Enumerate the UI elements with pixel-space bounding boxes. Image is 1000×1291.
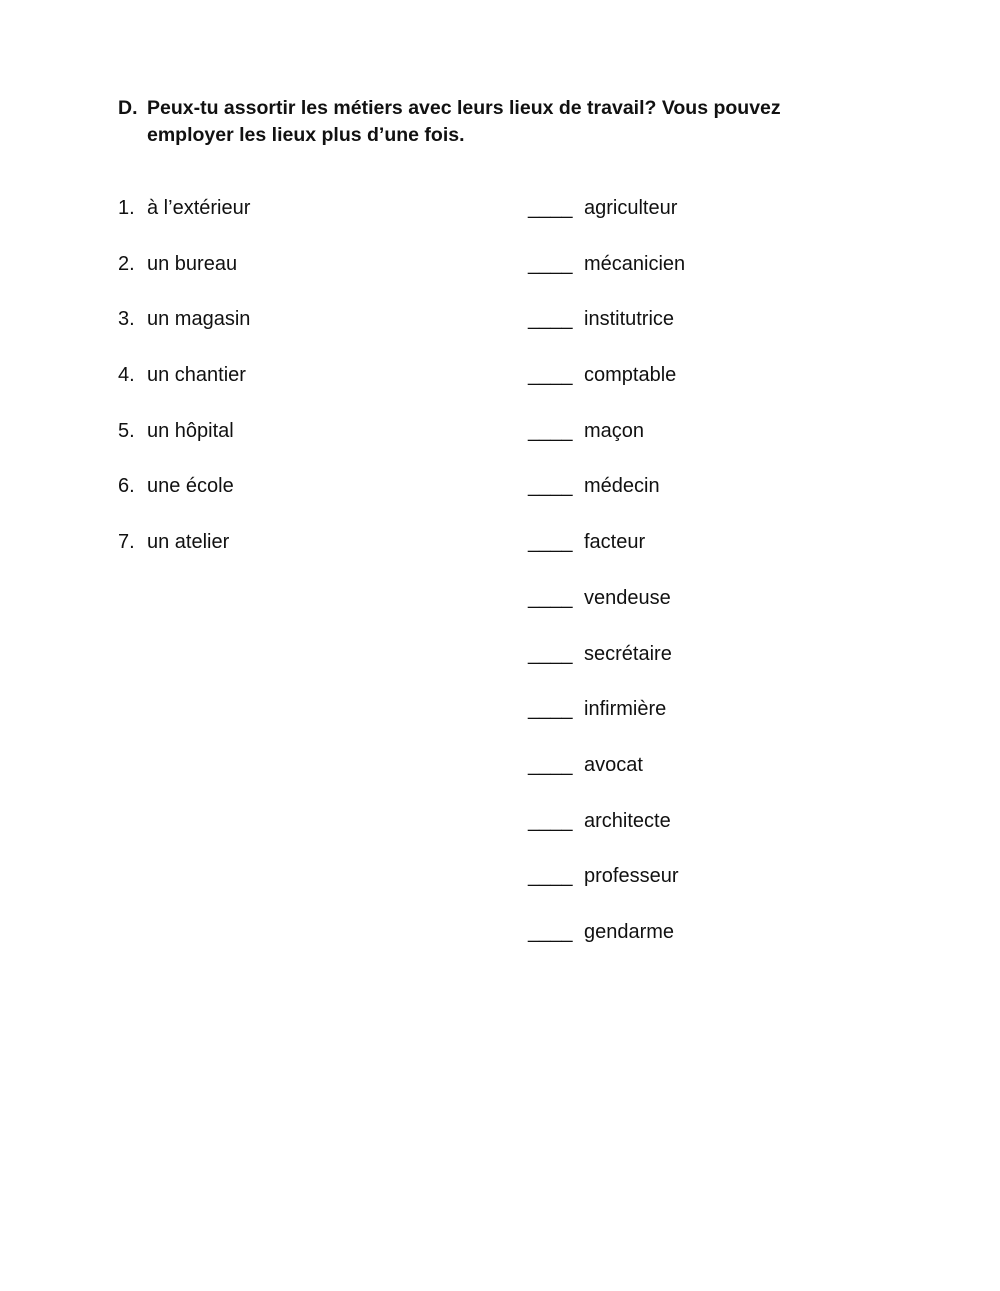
place-label: un magasin: [147, 308, 251, 331]
job-item: [528, 306, 685, 362]
job-label: mécanicien: [584, 252, 686, 275]
answer-blank: ____: [528, 252, 573, 275]
place-item: [118, 362, 250, 418]
place-label: un bureau: [147, 252, 238, 275]
job-label: avocat: [584, 753, 643, 776]
place-item: [118, 306, 250, 362]
job-item: [528, 195, 685, 251]
answer-blank: ____: [528, 364, 573, 387]
place-label: un hôpital: [147, 419, 234, 442]
place-label: à l’extérieur: [147, 197, 251, 219]
place-item: [118, 195, 250, 251]
answer-blank: ____: [528, 753, 573, 776]
place-label: une école: [147, 475, 234, 498]
job-label: comptable: [584, 364, 677, 387]
answer-blank: ____: [528, 920, 573, 943]
section-letter: D.: [118, 97, 138, 119]
job-label: institutrice: [584, 308, 675, 331]
place-number: 5.: [118, 419, 135, 442]
job-label: maçon: [584, 419, 645, 442]
job-label: gendarme: [584, 920, 675, 943]
job-item: [528, 362, 685, 418]
job-item: [528, 473, 685, 529]
job-item: [528, 251, 685, 307]
job-item: [528, 418, 685, 474]
place-number: 1.: [118, 197, 135, 219]
place-number: 7.: [118, 531, 135, 554]
place-number: 2.: [118, 252, 135, 275]
instruction-text: Peux-tu assortir les métiers avec leurs lieux de travail? Vous pouvez employer les lieux plus d’une fois.: [147, 97, 781, 146]
place-item: [118, 418, 250, 474]
answer-blank: ____: [528, 809, 573, 832]
answer-blank: ____: [528, 642, 573, 665]
job-item: [528, 919, 685, 975]
place-item: [118, 473, 250, 529]
job-item: [528, 752, 685, 808]
place-item: [118, 251, 250, 307]
job-label: médecin: [584, 475, 660, 498]
place-number: 3.: [118, 308, 135, 331]
job-label: vendeuse: [584, 586, 671, 609]
job-item: [528, 641, 685, 697]
place-item: [118, 529, 250, 585]
job-item: [528, 808, 685, 864]
answer-blank: ____: [528, 308, 573, 331]
job-label: architecte: [584, 809, 671, 832]
place-number: 6.: [118, 475, 135, 498]
job-label: secrétaire: [584, 642, 672, 665]
answer-blank: ____: [528, 531, 573, 554]
answer-blank: ____: [528, 698, 573, 721]
answer-blank: ____: [528, 475, 573, 498]
job-label: professeur: [584, 865, 679, 888]
job-item: [528, 696, 685, 752]
places-list: [118, 195, 250, 585]
job-item: [528, 585, 685, 641]
answer-blank: ____: [528, 586, 573, 609]
job-label: facteur: [584, 531, 646, 554]
place-label: un chantier: [147, 364, 246, 387]
instruction: [118, 95, 818, 149]
job-item: [528, 863, 685, 919]
job-label: infirmière: [584, 698, 667, 721]
place-number: 4.: [118, 364, 135, 387]
answer-blank: ____: [528, 419, 573, 442]
answer-blank: ____: [528, 197, 573, 219]
jobs-list: [528, 195, 685, 975]
place-label: un atelier: [147, 531, 230, 554]
job-item: [528, 529, 685, 585]
job-label: agriculteur: [584, 197, 678, 219]
answer-blank: ____: [528, 865, 573, 888]
